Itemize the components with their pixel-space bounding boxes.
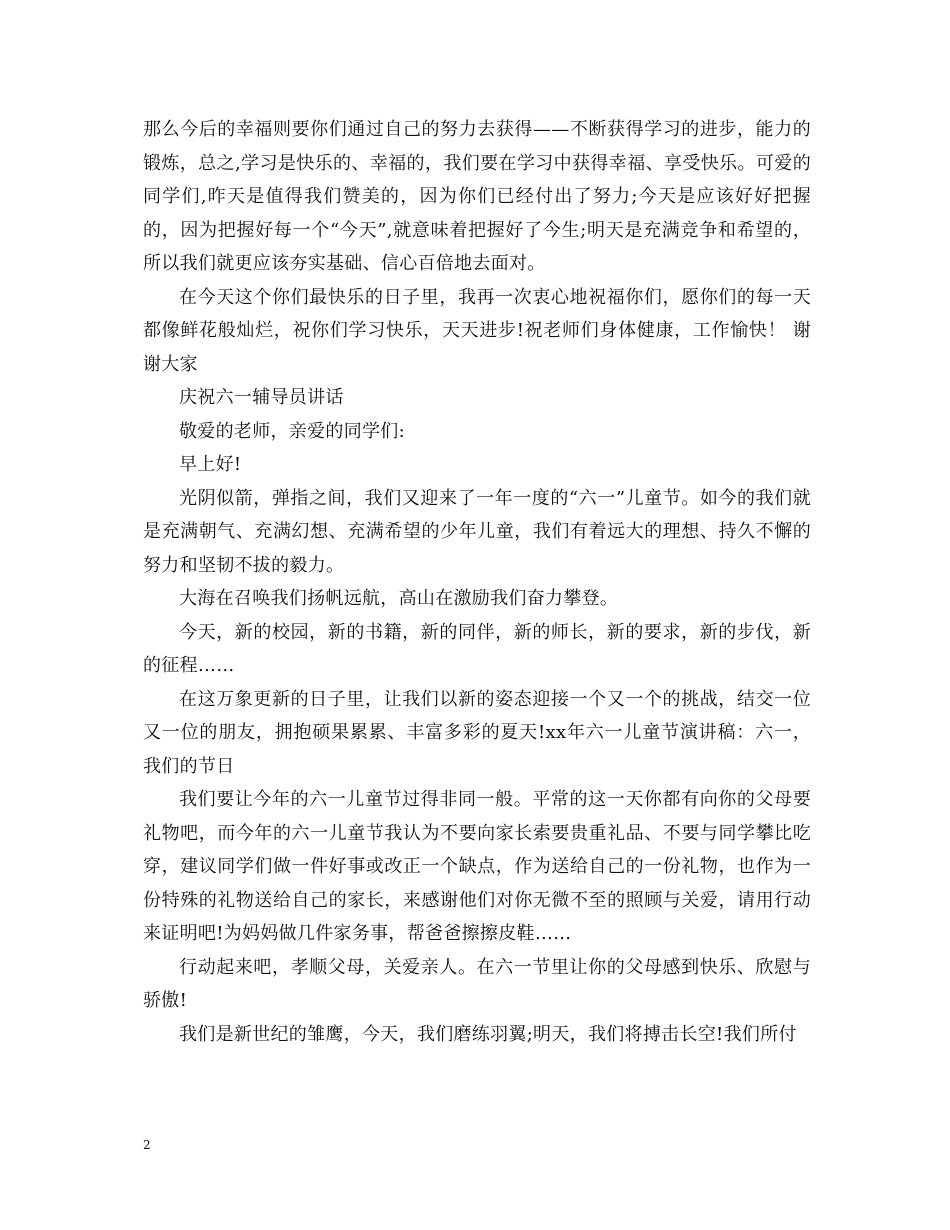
paragraph-2: 在今天这个你们最快乐的日子里，我再一次衷心地祝福你们，愿你们的每一天都像鲜花般灿烂，祝你们学习快乐，天天进步!祝老师们身体健康，工作愉快！ 谢谢大家 bbox=[143, 286, 811, 375]
document-body bbox=[143, 113, 811, 1051]
paragraph-11: 行动起来吧，孝顺父母，关爱亲人。在六一节里让你的父母感到快乐、欣慰与骄傲! bbox=[143, 956, 811, 1011]
paragraph-7: 大海在召唤我们扬帆远航，高山在激励我们奋力攀登。 bbox=[179, 588, 619, 609]
paragraph-12: 我们是新世纪的雏鹰，今天，我们磨练羽翼;明天，我们将搏击长空!我们所付 bbox=[179, 1023, 797, 1045]
paragraph-10: 我们要让今年的六一儿童节过得非同一般。平常的这一天你都有向你的父母要礼物吧，而今年的六一儿童节我认为不要向家长索要贵重礼品、不要与同学攀比吃穿，建议同学们做一件好事或改正一个缺点，作为送给自己的一份礼物，也作为一份特殊的礼物送给自己的家长，来感谢他们对你无微不至的照顾与关爱，请用行动来证明吧!为妈妈做几件家务事，帮爸爸擦擦皮鞋…… bbox=[143, 789, 811, 944]
speech-title: 庆祝六一辅导员讲话 bbox=[179, 387, 344, 408]
salutation: 敬爱的老师，亲爱的同学们: bbox=[179, 420, 405, 442]
paragraph-1: 那么今后的幸福则要你们通过自己的努力去获得——不断获得学习的进步，能力的锻炼，总之,学习是快乐的、幸福的，我们要在学习中获得幸福、享受快乐。可爱的同学们,昨天是值得我们赞美的，因为你们已经付出了努力;今天是应该好好把握的，因为把握好每一个“今天”,就意味着把握好了今生;明天是充满竞争和希望的，所以我们就更应该夯实基础、信心百倍地去面对。 bbox=[143, 119, 811, 274]
paragraph-6: 光阴似箭，弹指之间，我们又迎来了一年一度的“六一”儿童节。如今的我们就是充满朝气、充满幻想、充满希望的少年儿童，我们有着远大的理想、持久不懈的努力和坚韧不拔的毅力。 bbox=[143, 487, 811, 576]
paragraph-9: 在这万象更新的日子里，让我们以新的姿态迎接一个又一个的挑战，结交一位又一位的朋友，拥抱硕果累累、丰富多彩的夏天!xx年六一儿童节演讲稿：六一，我们的节日 bbox=[143, 688, 811, 777]
page-number: 2 bbox=[143, 1138, 151, 1152]
paragraph-8: 今天，新的校园，新的书籍，新的同伴，新的师长，新的要求，新的步伐，新的征程…… bbox=[143, 621, 811, 676]
greeting: 早上好! bbox=[179, 454, 242, 475]
